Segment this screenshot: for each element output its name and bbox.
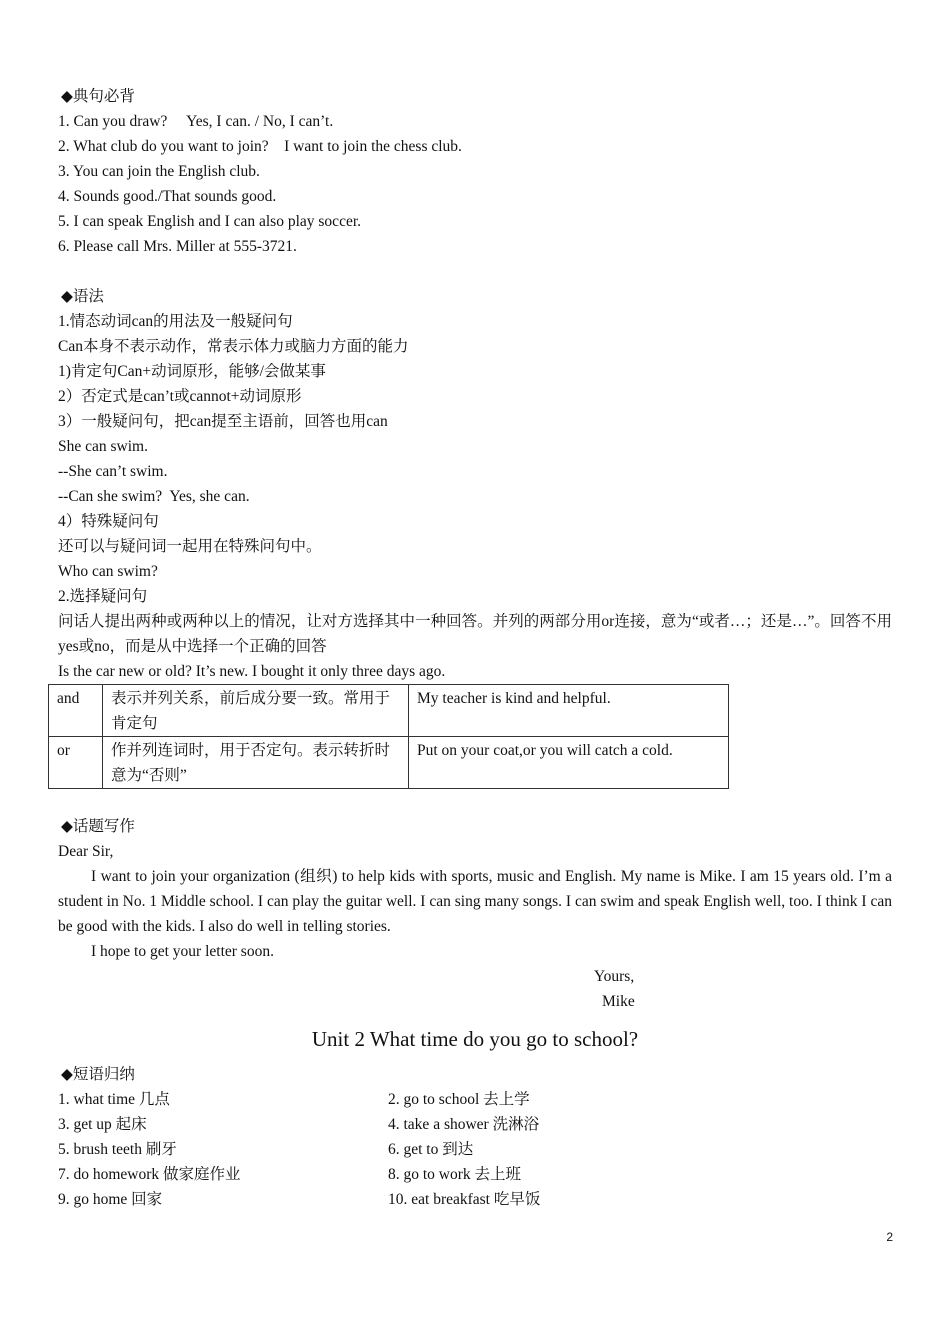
writing-heading: ◆话题写作: [61, 818, 135, 835]
phrase-item: 1. what time 几点: [58, 1091, 170, 1108]
document-page: [58, 84, 892, 1212]
sentence-item: 2. What club do you want to join? I want to join the chess club.: [58, 138, 462, 155]
table-cell-example: Put on your coat,or you will catch a cold.: [409, 737, 729, 789]
grammar-line: --She can’t swim.: [58, 463, 168, 480]
table-row: [49, 737, 729, 789]
sentence-item: 3. You can join the English club.: [58, 163, 260, 180]
unit-title: Unit 2 What time do you go to school?: [311, 1027, 639, 1051]
grammar-line: 2.选择疑问句: [58, 588, 148, 605]
letter-paragraph: I hope to get your letter soon.: [91, 943, 274, 960]
sentence-item: 4. Sounds good./That sounds good.: [58, 188, 277, 205]
phrase-row: [58, 1137, 892, 1162]
phrase-item: 6. get to 到达: [388, 1141, 474, 1158]
grammar-line: 1.情态动词can的用法及一般疑问句: [58, 313, 293, 330]
grammar-line: She can swim.: [58, 438, 148, 455]
table-cell-example: My teacher is kind and helpful.: [409, 685, 729, 737]
phrase-item: 2. go to school 去上学: [388, 1091, 530, 1108]
sentence-item: 5. I can speak English and I can also play soccer.: [58, 213, 362, 230]
letter-salutation: Dear Sir,: [58, 843, 114, 860]
phrases-heading: ◆短语归纳: [61, 1066, 135, 1083]
grammar-heading: ◆语法: [61, 288, 104, 305]
phrase-item: 8. go to work 去上班: [388, 1166, 522, 1183]
choice-question-example: Is the car new or old? It’s new. I bought it only three days ago.: [58, 663, 446, 680]
choice-question-description: 问话人提出两种或两种以上的情况，让对方选择其中一种回答。并列的两部分用or连接，意为“或者…；还是…”。回答不用yes或no，而是从中选择一个正确的回答: [58, 613, 892, 655]
grammar-line: 2）否定式是can’t或cannot+动词原形: [58, 388, 302, 405]
sentences-heading: ◆典句必背: [61, 88, 135, 105]
sentence-item: 6. Please call Mrs. Miller at 555-3721.: [58, 238, 297, 255]
letter-paragraph: I want to join your organization (组织) to help kids with sports, music and English. My name is Mike. I am 15 years old. I’m a student in No. 1 Middle school. I can play the guitar well. I can sing many songs. I can swim and speak English well, too. I think I can be good with the kids. I also do well in telling stories.: [58, 868, 892, 935]
page-number: 2: [886, 1230, 893, 1244]
phrase-row: [58, 1112, 892, 1137]
table-cell-word: and: [49, 685, 103, 737]
grammar-line: 1)肯定句Can+动词原形，能够/会做某事: [58, 363, 326, 380]
grammar-line: 3）一般疑问句，把can提至主语前，回答也用can: [58, 413, 388, 430]
table-cell-word: or: [49, 737, 103, 789]
phrase-item: 4. take a shower 洗淋浴: [388, 1116, 540, 1133]
table-cell-usage: 表示并列关系，前后成分要一致。常用于肯定句: [103, 685, 409, 737]
grammar-line: --Can she swim? Yes, she can.: [58, 488, 250, 505]
grammar-line: 还可以与疑问词一起用在特殊问句中。: [58, 538, 322, 555]
sentence-item: 1. Can you draw? Yes, I can. / No, I can’t.: [58, 113, 334, 130]
phrase-item: 10. eat breakfast 吃早饭: [388, 1191, 541, 1208]
letter-signature: Mike: [602, 993, 635, 1010]
phrase-item: 3. get up 起床: [58, 1116, 147, 1133]
table-cell-usage: 作并列连词时，用于否定句。表示转折时意为“否则”: [103, 737, 409, 789]
phrase-row: [58, 1087, 892, 1112]
letter-closing: Yours,: [594, 968, 635, 985]
grammar-line: Who can swim?: [58, 563, 158, 580]
grammar-line: 4）特殊疑问句: [58, 513, 159, 530]
phrase-row: [58, 1187, 892, 1212]
phrase-item: 5. brush teeth 刷牙: [58, 1141, 177, 1158]
grammar-line: Can本身不表示动作，常表示体力或脑力方面的能力: [58, 338, 409, 355]
conjunction-table: [48, 684, 729, 789]
table-row: [49, 685, 729, 737]
phrase-item: 7. do homework 做家庭作业: [58, 1166, 241, 1183]
phrase-row: [58, 1162, 892, 1187]
phrase-item: 9. go home 回家: [58, 1191, 163, 1208]
